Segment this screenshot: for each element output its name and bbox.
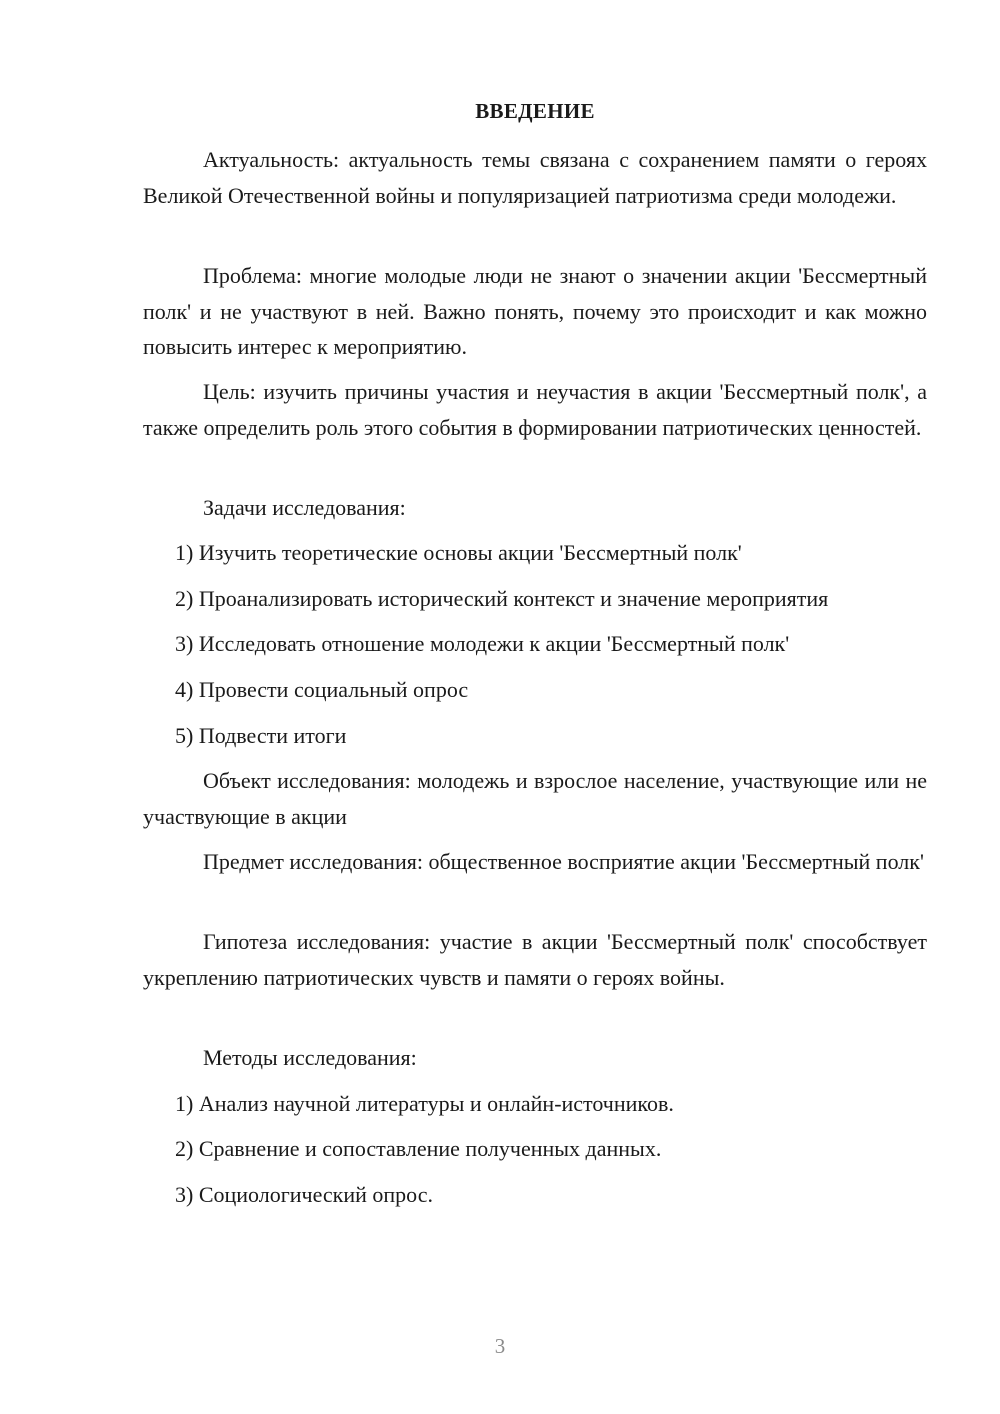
task-item-2: 2) Проанализировать исторический контекст и значение мероприятия <box>175 586 829 611</box>
problem-paragraph: Проблема: многие молодые люди не знают о значении акции 'Бессмертный полк' и не участвуют в ней. Важно понять, почему это происходит и как можно повысить интерес к мероприятию. <box>143 263 927 359</box>
method-item-2: 2) Сравнение и сопоставление полученных данных. <box>175 1136 662 1161</box>
task-item-1: 1) Изучить теоретические основы акции 'Бессмертный полк' <box>175 540 742 565</box>
methods-heading: Методы исследования: <box>203 1045 417 1070</box>
goal-paragraph: Цель: изучить причины участия и неучастия в акции 'Бессмертный полк', а также определить роль этого события в формировании патриотических ценностей. <box>143 379 927 440</box>
hypothesis-paragraph: Гипотеза исследования: участие в акции 'Бессмертный полк' способствует укреплению патриотических чувств и памяти о героях войны. <box>143 929 927 990</box>
tasks-heading: Задачи исследования: <box>203 495 406 520</box>
task-item-3: 3) Исследовать отношение молодежи к акции 'Бессмертный полк' <box>175 631 790 656</box>
task-item-5: 5) Подвести итоги <box>175 723 347 748</box>
page-number: 3 <box>494 1334 506 1358</box>
task-item-4: 4) Провести социальный опрос <box>175 677 469 702</box>
method-item-1: 1) Анализ научной литературы и онлайн-источников. <box>175 1091 674 1116</box>
object-paragraph: Объект исследования: молодежь и взрослое население, участвующие или не участвующие в акции <box>143 768 927 829</box>
subject-paragraph: Предмет исследования: общественное восприятие акции 'Бессмертный полк' <box>203 849 924 874</box>
section-title: ВВЕДЕНИЕ <box>475 99 595 123</box>
method-item-3: 3) Социологический опрос. <box>175 1182 433 1207</box>
relevance-paragraph: Актуальность: актуальность темы связана с сохранением памяти о героях Великой Отечественной войны и популяризацией патриотизма среди молодежи. <box>143 147 927 208</box>
